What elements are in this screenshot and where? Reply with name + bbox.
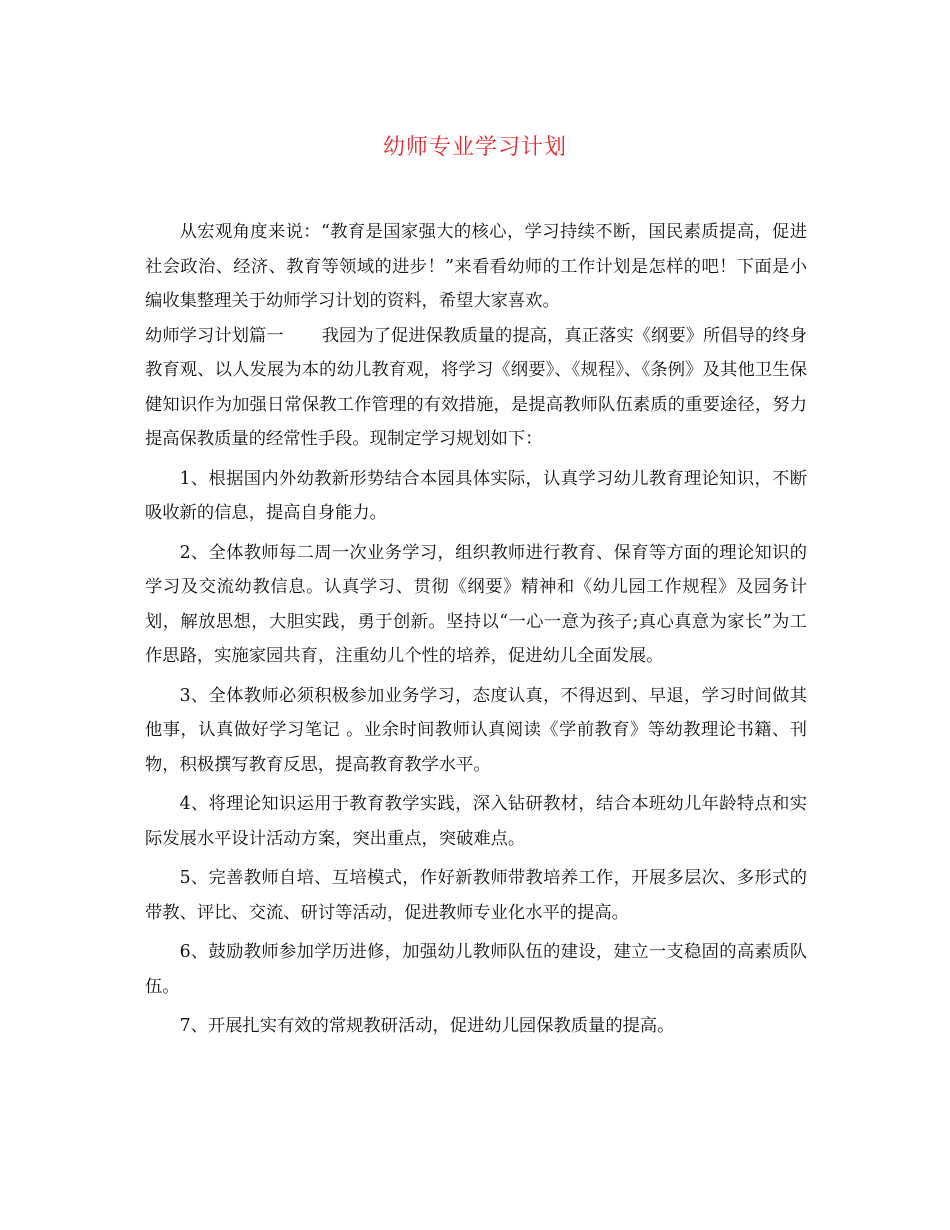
list-item-3: 3、全体教师必须积极参加业务学习，态度认真，不得迟到、早退，学习时间做其他事，认真做好学习笔记 。业余时间教师认真阅读《学前教育》等幼教理论书籍、刊物，积极撰写教育反思，提高教育教学水平。: [145, 685, 807, 775]
list-item-7: 7、开展扎实有效的常规教研活动，促进幼儿园保教质量的提高。: [179, 1016, 675, 1036]
section-paragraph: [145, 319, 807, 457]
list-item-2: 2、全体教师每二周一次业务学习，组织教师进行教育、保育等方面的理论知识的学习及交流幼教信息。认真学习、贯彻《纲要》精神和《幼儿园工作规程》及园务计划，解放思想，大胆实践，勇于创新。坚持以“一心一意为孩子;真心真意为家长”为工作思路，实施家园共育，注重幼儿个性的培养，促进幼儿全面发展。: [145, 542, 807, 666]
document-title: 幼师专业学习计划: [382, 135, 567, 160]
intro-paragraph: 从宏观角度来说：“教育是国家强大的核心，学习持续不断，国民素质提高，促进社会政治、经济、教育等领域的进步！”来看看幼师的工作计划是怎样的吧！下面是小编收集整理关于幼师学习计划的资料，希望大家喜欢。: [145, 222, 807, 311]
list-item-6: 6、鼓励教师参加学历进修，加强幼儿教师队伍的建设，建立一支稳固的高素质队伍。: [145, 942, 807, 997]
list-item-5: 5、完善教师自培、互培模式，作好新教师带教培养工作，开展多层次、多形式的带教、评比、交流、研讨等活动，促进教师专业化水平的提高。: [145, 868, 807, 923]
list-item-1: 1、根据国内外幼教新形势结合本园具体实际，认真学习幼儿教育理论知识，不断吸收新的信息，提高自身能力。: [145, 468, 807, 523]
list-item-4: 4、将理论知识运用于教育教学实践，深入钻研教材，结合本班幼儿年龄特点和实际发展水平设计活动方案，突出重点，突破难点。: [145, 794, 807, 849]
section-heading: 幼师学习计划篇一: [145, 325, 284, 346]
document-body: [145, 215, 807, 1044]
section-intro: 我园为了促进保教质量的提高，真正落实《纲要》所倡导的终身教育观、以人发展为本的幼儿教育观，将学习《纲要》、《规程》、《条例》及其他卫生保健知识作为加强日常保教工作管理的有效措施，是提高教师队伍素质的重要途径，努力提高保教质量的经常性手段。现制定学习规划如下：: [145, 325, 807, 449]
